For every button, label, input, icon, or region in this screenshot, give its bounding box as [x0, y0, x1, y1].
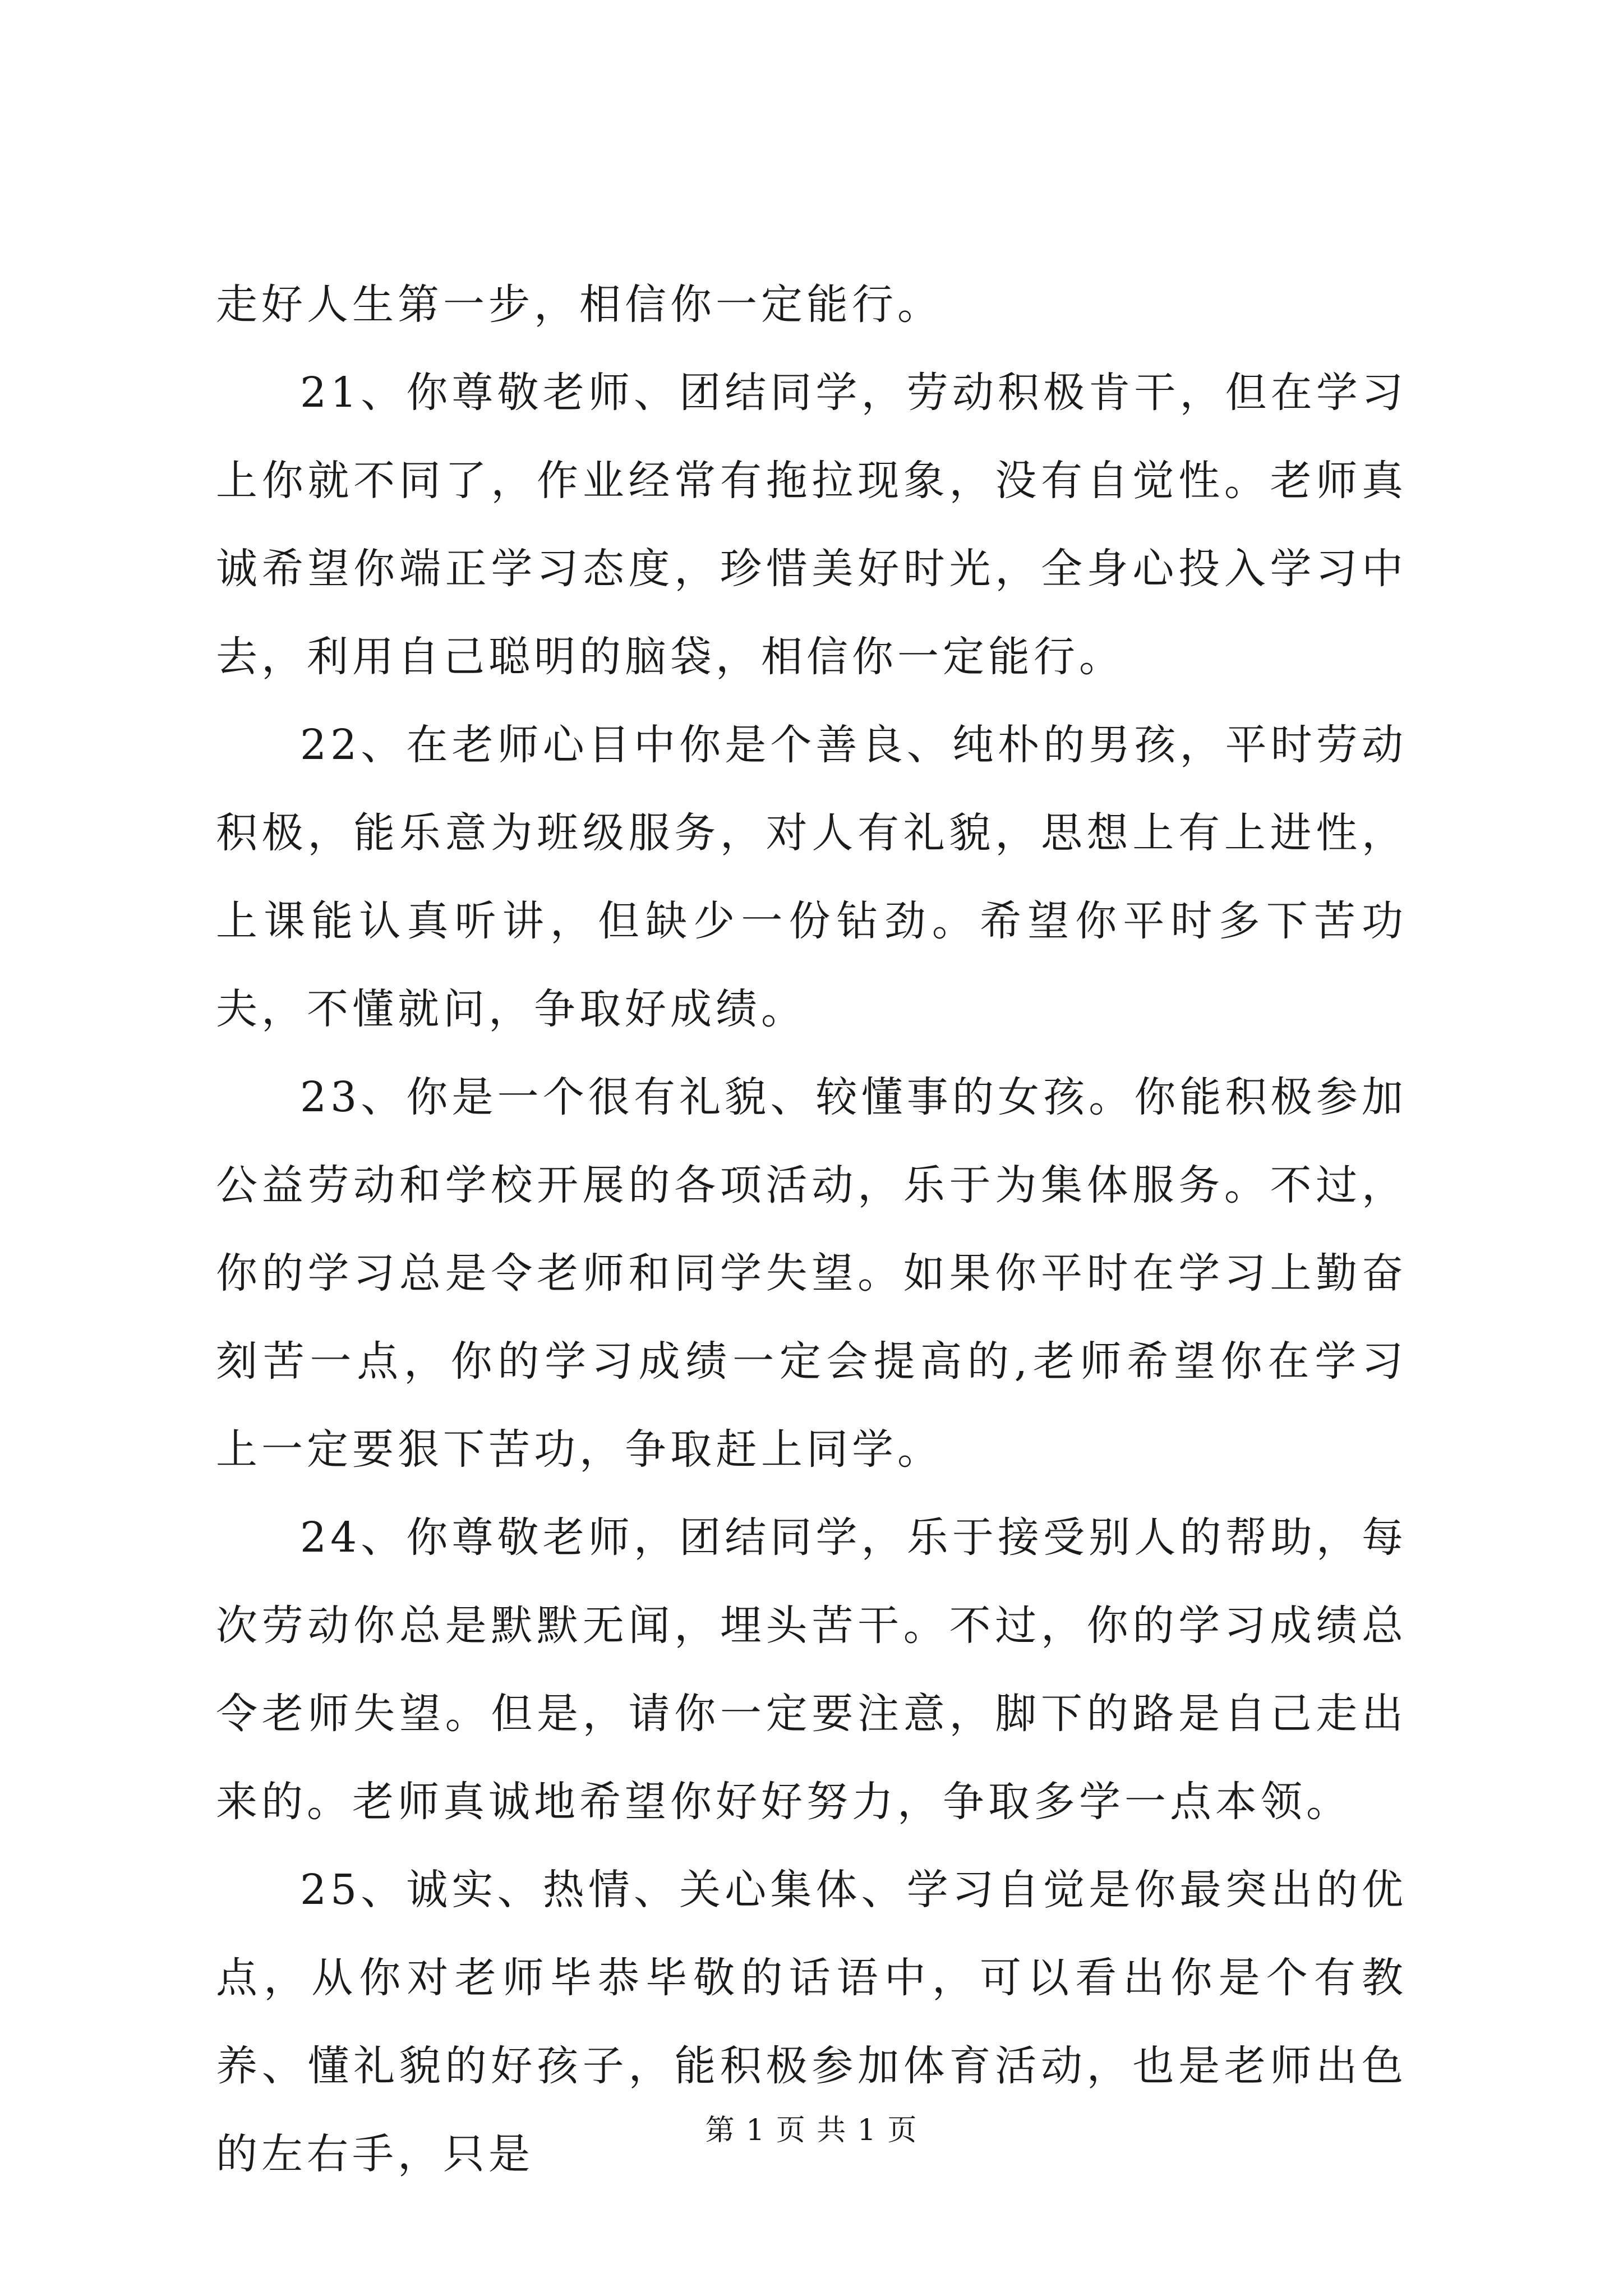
paragraph-continuation: 走好人生第一步，相信你一定能行。: [216, 280, 943, 329]
paragraph-comment-21: 21、你尊敬老师、团结同学，劳动积极肯干，但在学习上你就不同了，作业经常有拖拉现象，没有自觉性。老师真诚希望你端正学习态度，珍惜美好时光，全身心投入学习中去，利用自己聪明的脑袋，相信你一定能行。: [216, 369, 1407, 681]
document-body: [216, 261, 1407, 2198]
paragraph-comment-25: 25、诚实、热情、关心集体、学习自觉是你最突出的优点，从你对老师毕恭毕敬的话语中，可以看出你是个有教养、懂礼貌的好孩子，能积极参加体育活动，也是老师出色的左右手，只是: [216, 1866, 1407, 2178]
paragraph-comment-22: 22、在老师心目中你是个善良、纯朴的男孩，平时劳动积极，能乐意为班级服务，对人有礼貌，思想上有上进性，上课能认真听讲，但缺少一份钻劲。希望你平时多下苦功夫，不懂就问，争取好成绩。: [216, 721, 1407, 1033]
paragraph-comment-24: 24、你尊敬老师，团结同学，乐于接受别人的帮助，每次劳动你总是默默无闻，埋头苦干。不过，你的学习成绩总令老师失望。但是，请你一定要注意，脚下的路是自己走出来的。老师真诚地希望你好好努力，争取多学一点本领。: [216, 1513, 1407, 1826]
paragraph-comment-23: 23、你是一个很有礼貌、较懂事的女孩。你能积极参加公益劳动和学校开展的各项活动，乐于为集体服务。不过，你的学习总是令老师和同学失望。如果你平时在学习上勤奋刻苦一点，你的学习成绩一定会提高的,老师希望你在学习上一定要狠下苦功，争取赶上同学。: [216, 1073, 1407, 1474]
page-footer: 第 1 页 共 1 页: [705, 2114, 918, 2147]
